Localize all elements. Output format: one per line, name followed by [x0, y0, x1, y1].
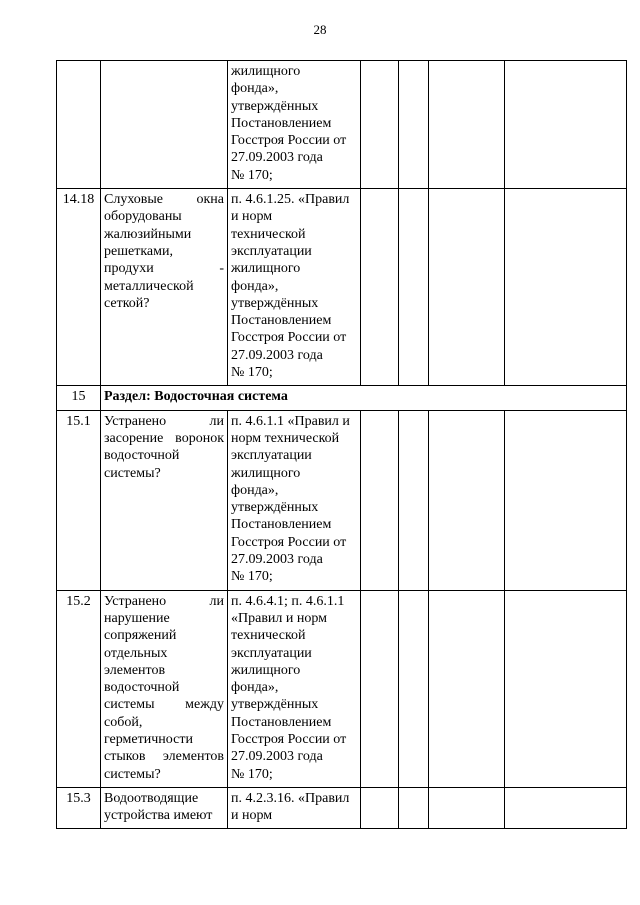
table-row	[57, 410, 627, 590]
section-number: 15	[57, 386, 101, 410]
table-row	[57, 61, 627, 189]
page-number: 28	[313, 22, 327, 37]
reference-cell: п. 4.6.1.25. «Правил и норм технической эксплуатации жилищного фонда», утверждённых Постановлением Госстроя России от 27.09.2003 года № 170;	[228, 189, 361, 386]
question-cell: Устранено ли засорение воронок водосточной системы?	[101, 410, 228, 590]
answer-no-cell	[399, 410, 429, 590]
answer-na-cell	[429, 590, 505, 787]
answer-yes-cell	[361, 787, 399, 829]
table-row	[57, 189, 627, 386]
answer-no-cell	[399, 590, 429, 787]
answer-no-cell	[399, 61, 429, 189]
checklist-table	[56, 60, 627, 829]
question-cell: Слуховые окна оборудованы жалюзийными решетками, продухи - металлической сеткой?	[101, 189, 228, 386]
answer-no-cell	[399, 189, 429, 386]
note-cell	[505, 590, 627, 787]
item-number: 15.2	[57, 590, 101, 787]
reference-cell: п. 4.6.1.1 «Правил и норм технической эксплуатации жилищного фонда», утверждённых Постановлением Госстроя России от 27.09.2003 года № 170;	[228, 410, 361, 590]
answer-na-cell	[429, 61, 505, 189]
question-cell: Водоотводящие устройства имеют	[101, 787, 228, 829]
table-row	[57, 787, 627, 829]
item-number: 14.18	[57, 189, 101, 386]
answer-na-cell	[429, 189, 505, 386]
question-cell: Устранено ли нарушение сопряжений отдельных элементов водосточной системы между собой, герметичности стыков элементов системы?	[101, 590, 228, 787]
note-cell	[505, 61, 627, 189]
answer-yes-cell	[361, 61, 399, 189]
reference-cell: жилищного фонда», утверждённых Постановлением Госстроя России от 27.09.2003 года № 170;	[228, 61, 361, 189]
reference-cell: п. 4.2.3.16. «Правил и норм	[228, 787, 361, 829]
section-row	[57, 386, 627, 410]
note-cell	[505, 189, 627, 386]
reference-cell: п. 4.6.4.1; п. 4.6.1.1 «Правил и норм технической эксплуатации жилищного фонда», утверждённых Постановлением Госстроя России от 27.09.2003 года № 170;	[228, 590, 361, 787]
answer-na-cell	[429, 410, 505, 590]
answer-yes-cell	[361, 590, 399, 787]
section-title: Раздел: Водосточная система	[101, 386, 627, 410]
note-cell	[505, 410, 627, 590]
question-cell	[101, 61, 228, 189]
item-number: 15.3	[57, 787, 101, 829]
answer-yes-cell	[361, 189, 399, 386]
item-number	[57, 61, 101, 189]
answer-no-cell	[399, 787, 429, 829]
answer-na-cell	[429, 787, 505, 829]
table-row	[57, 590, 627, 787]
answer-yes-cell	[361, 410, 399, 590]
note-cell	[505, 787, 627, 829]
item-number: 15.1	[57, 410, 101, 590]
